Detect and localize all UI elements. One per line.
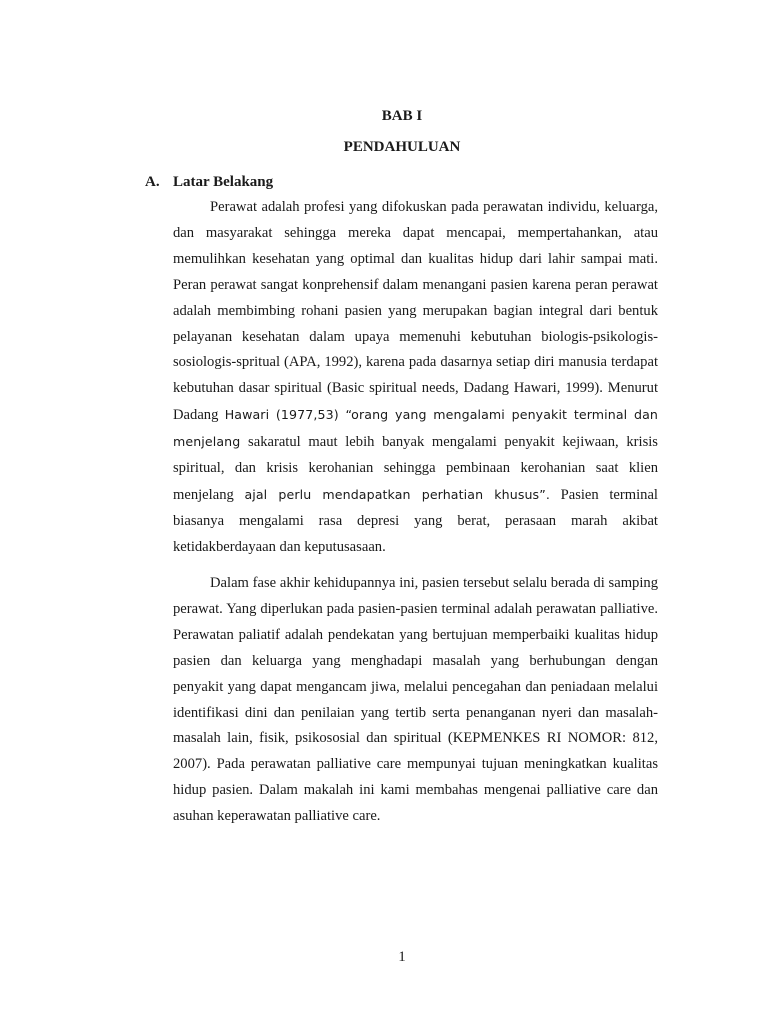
chapter-title: PENDAHULUAN — [343, 139, 461, 155]
hawari-citation: Hawari (1977,53) “orang yang mengalami penyakit terminal dan menjelang — [173, 407, 658, 450]
ajal-phrase: ajal perlu mendapatkan perhatian khusus”. — [244, 486, 550, 502]
chapter-heading: BAB I — [381, 108, 423, 124]
paragraph-2: Dalam fase akhir kehidupannya ini, pasien tersebut selalu berada di samping perawat. Yang diperlukan pada pasien-pasien terminal adalah perawatan palliative. Perawatan paliatif adalah pendekatan yang bertujuan memperbaiki kualitas hidup pasien dan keluarga yang menghadapi masalah yang berhubungan dengan penyakit yang dapat mengancam jiwa, melalui pencegahan dan peniadaan melalui identifikasi dini dan penilaian yang tertib serta penanganan nyeri dan masalah-masalah lain, fisik, psikososial dan spiritual (KEPMENKES RI NOMOR: 812, 2007). Pada perawatan palliative care mempunyai tujuan meningkatkan kualitas hidup pasien. Dalam makalah ini kami membahas mengenai palliative care dan asuhan keperawatan palliative care. — [173, 575, 658, 825]
paragraph-1-part-2: sakaratul maut lebih banyak mengalami penyakit kejiwaan, krisis spiritual, dan krisis kerohanian sehingga pembinaan kerohanian saat klien menjelang — [173, 434, 658, 503]
paragraph-1-part-3: Pasien terminal biasanya mengalami rasa depresi yang berat, perasaan marah akibat ketidakberdayaan dan keputusasaan. — [173, 486, 658, 555]
page-number: 1 — [398, 949, 406, 965]
paragraph-1 — [173, 195, 658, 561]
section-marker: A. — [145, 174, 160, 190]
paragraph-1-part-1: Perawat adalah profesi yang difokuskan pada perawatan individu, keluarga, dan masyarakat sehingga mereka dapat mencapai, mempertahankan, atau memulihkan kesehatan yang optimal dan kualitas hidup dari lahir sampai mati. Peran perawat sangat konprehensif dalam menangani pasien karena peran perawat adalah membimbing rohani pasien yang merupakan bagian integral dari bentuk pelayanan kesehatan dalam upaya memenuhi kebutuhan biologis-psikologis-sosiologis-spritual (APA, 1992), karena pada dasarnya setiap diri manusia terdapat kebutuhan dasar spiritual (Basic spiritual needs, Dadang Hawari, 1999). Menurut Dadang — [173, 199, 658, 424]
section-title: Latar Belakang — [173, 174, 274, 190]
